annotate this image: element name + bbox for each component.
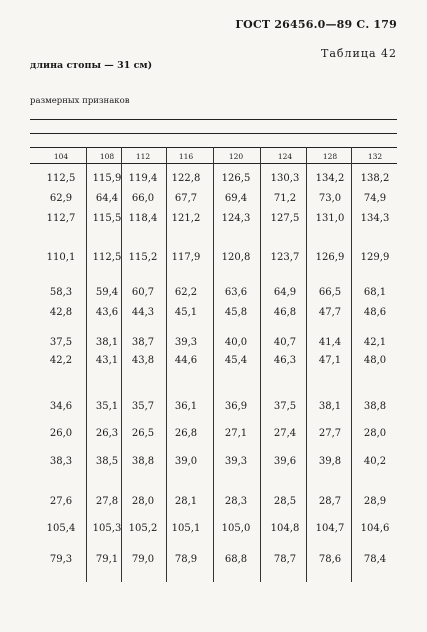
table-cell: 78,6 — [318, 554, 342, 565]
table-cell: 36,9 — [224, 401, 248, 412]
table-cell: 120,8 — [221, 252, 251, 263]
table-cell: 42,2 — [49, 355, 73, 366]
table-cell: 45,4 — [224, 355, 248, 366]
table-cell: 44,6 — [174, 355, 198, 366]
table-cell: 47,1 — [318, 355, 342, 366]
table-cell: 118,4 — [128, 213, 158, 224]
table-cell: 39,0 — [174, 456, 198, 467]
table-cell: 58,3 — [49, 287, 73, 298]
table-cell: 59,4 — [95, 287, 119, 298]
table-cell: 48,0 — [363, 355, 387, 366]
table-cell: 60,7 — [131, 287, 155, 298]
table-cell: 78,4 — [363, 554, 387, 565]
table-cell: 28,7 — [318, 496, 342, 507]
table-cell: 129,9 — [360, 252, 390, 263]
table-cell: 27,4 — [273, 428, 297, 439]
table-cell: 38,3 — [49, 456, 73, 467]
table-cell: 26,5 — [131, 428, 155, 439]
table-cell: 64,4 — [95, 193, 119, 204]
table-cell: 27,7 — [318, 428, 342, 439]
page-header: ГОСТ 26456.0—89 С. 179 — [235, 18, 397, 31]
table-cell: 40,0 — [224, 337, 248, 348]
table-cell: 62,9 — [49, 193, 73, 204]
table-cell: 38,5 — [95, 456, 119, 467]
table-cell: 134,3 — [360, 213, 390, 224]
table-cell: 46,3 — [273, 355, 297, 366]
table-cell: 37,5 — [49, 337, 73, 348]
table-cell: 71,2 — [273, 193, 297, 204]
table-cell: 40,7 — [273, 337, 297, 348]
table-cell: 131,0 — [315, 213, 345, 224]
column-header: 116 — [178, 152, 194, 161]
table-cell: 39,3 — [174, 337, 198, 348]
table-cell: 64,9 — [273, 287, 297, 298]
table-cell: 119,4 — [128, 173, 158, 184]
table-cell: 47,7 — [318, 307, 342, 318]
table-cell: 28,3 — [224, 496, 248, 507]
column-header: 108 — [99, 152, 115, 161]
rule-line — [30, 119, 397, 120]
table-cell: 27,6 — [49, 496, 73, 507]
table-cell: 115,5 — [92, 213, 122, 224]
table-cell: 38,1 — [95, 337, 119, 348]
table-cell: 43,6 — [95, 307, 119, 318]
column-header: 104 — [53, 152, 69, 161]
table-cell: 39,6 — [273, 456, 297, 467]
table-cell: 42,1 — [363, 337, 387, 348]
table-cell: 43,8 — [131, 355, 155, 366]
table-cell: 67,7 — [174, 193, 198, 204]
table-cell: 68,1 — [363, 287, 387, 298]
table-cell: 42,8 — [49, 307, 73, 318]
table-cell: 121,2 — [171, 213, 201, 224]
table-cell: 105,4 — [46, 523, 76, 534]
table-cell: 112,5 — [46, 173, 76, 184]
table-cell: 40,2 — [363, 456, 387, 467]
table-cell: 115,2 — [128, 252, 158, 263]
table-cell: 27,1 — [224, 428, 248, 439]
table-cell: 46,8 — [273, 307, 297, 318]
table-cell: 127,5 — [270, 213, 300, 224]
table-cell: 39,8 — [318, 456, 342, 467]
table-subtitle: длина стопы — 31 см) — [30, 60, 153, 71]
table-cell: 41,4 — [318, 337, 342, 348]
table-cell: 38,8 — [131, 456, 155, 467]
table-cell: 105,3 — [92, 523, 122, 534]
table-cell: 112,5 — [92, 252, 122, 263]
table-cell: 117,9 — [171, 252, 201, 263]
table-cell: 110,1 — [46, 252, 76, 263]
table-cell: 35,7 — [131, 401, 155, 412]
table-cell: 105,1 — [171, 523, 201, 534]
table-cell: 37,5 — [273, 401, 297, 412]
table-cell: 28,0 — [363, 428, 387, 439]
table-cell: 38,8 — [363, 401, 387, 412]
table-cell: 26,8 — [174, 428, 198, 439]
table-cell: 134,2 — [315, 173, 345, 184]
table-cell: 130,3 — [270, 173, 300, 184]
table-cell: 105,2 — [128, 523, 158, 534]
column-header: 120 — [228, 152, 244, 161]
table-cell: 69,4 — [224, 193, 248, 204]
table-cell: 38,1 — [318, 401, 342, 412]
table-cell: 28,9 — [363, 496, 387, 507]
table-cell: 79,0 — [131, 554, 155, 565]
table-number: Таблица 42 — [321, 47, 397, 60]
table-cell: 45,1 — [174, 307, 198, 318]
table-cell: 78,7 — [273, 554, 297, 565]
table-cell: 44,3 — [131, 307, 155, 318]
table-cell: 104,6 — [360, 523, 390, 534]
table-cell: 26,3 — [95, 428, 119, 439]
table-cell: 126,5 — [221, 173, 251, 184]
table-cell: 62,2 — [174, 287, 198, 298]
column-header: 132 — [367, 152, 383, 161]
column-group-label: размерных признаков — [30, 96, 130, 106]
table-cell: 79,3 — [49, 554, 73, 565]
table-cell: 38,7 — [131, 337, 155, 348]
table-cell: 28,1 — [174, 496, 198, 507]
table-cell: 68,8 — [224, 554, 248, 565]
table-cell: 28,0 — [131, 496, 155, 507]
table-cell: 63,6 — [224, 287, 248, 298]
table-cell: 66,0 — [131, 193, 155, 204]
table-cell: 73,0 — [318, 193, 342, 204]
table-cell: 123,7 — [270, 252, 300, 263]
table-cell: 105,0 — [221, 523, 251, 534]
table-cell: 48,6 — [363, 307, 387, 318]
column-header: 128 — [322, 152, 338, 161]
table-cell: 43,1 — [95, 355, 119, 366]
table-cell: 124,3 — [221, 213, 251, 224]
table-cell: 26,0 — [49, 428, 73, 439]
table-cell: 28,5 — [273, 496, 297, 507]
table-cell: 138,2 — [360, 173, 390, 184]
column-header: 124 — [277, 152, 293, 161]
table-cell: 39,3 — [224, 456, 248, 467]
table-cell: 45,8 — [224, 307, 248, 318]
table-cell: 112,7 — [46, 213, 76, 224]
table-cell: 78,9 — [174, 554, 198, 565]
table-cell: 66,5 — [318, 287, 342, 298]
table-cell: 115,9 — [92, 173, 122, 184]
table-cell: 36,1 — [174, 401, 198, 412]
table-cell: 79,1 — [95, 554, 119, 565]
column-header: 112 — [135, 152, 151, 161]
table-cell: 74,9 — [363, 193, 387, 204]
table-cell: 104,8 — [270, 523, 300, 534]
table-cell: 35,1 — [95, 401, 119, 412]
table-cell: 122,8 — [171, 173, 201, 184]
table-cell: 104,7 — [315, 523, 345, 534]
rule-line — [30, 133, 397, 134]
table-cell: 34,6 — [49, 401, 73, 412]
table-cell: 27,8 — [95, 496, 119, 507]
table-cell: 126,9 — [315, 252, 345, 263]
